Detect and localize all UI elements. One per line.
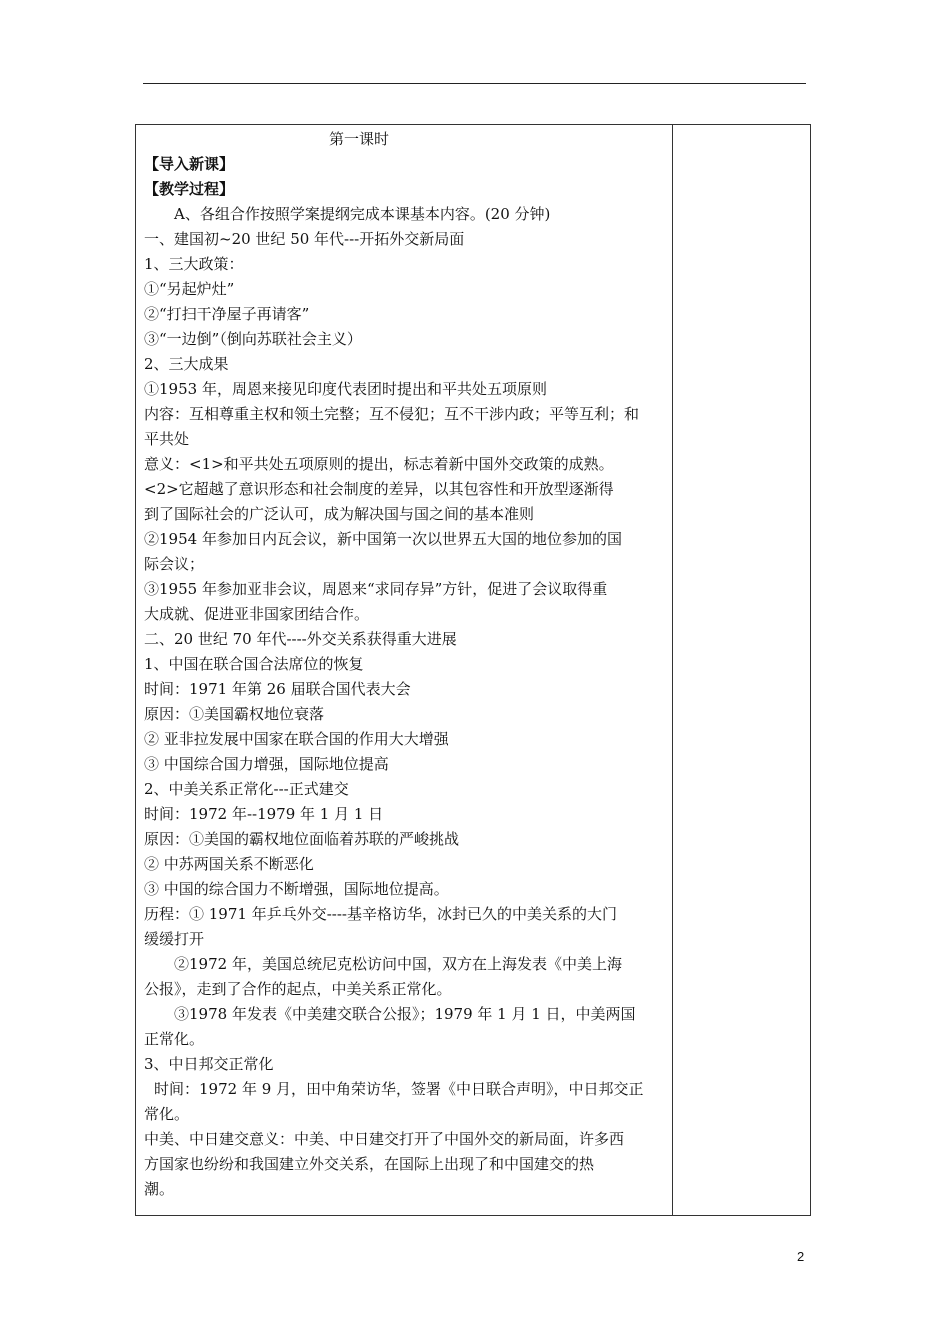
page-number: 2 xyxy=(797,1249,805,1264)
content-line: 大成就、促进亚非国家团结合作。 xyxy=(144,605,370,623)
content-line: 际会议； xyxy=(144,555,205,573)
lesson-table xyxy=(135,124,811,1216)
content-line: 内容：互相尊重主权和领土完整；互不侵犯；互不干涉内政；平等互利；和 xyxy=(144,405,640,423)
content-line: 常化。 xyxy=(144,1105,190,1123)
content-line: 1、中国在联合国合法席位的恢复 xyxy=(144,655,364,673)
content-line: 二、20 世纪 70 年代----外交关系获得重大进展 xyxy=(144,630,457,648)
content-line: 到了国际社会的广泛认可，成为解决国与国之间的基本准则 xyxy=(144,505,535,523)
content-line: 原因：①美国的霸权地位面临着苏联的严峻挑战 xyxy=(144,830,460,848)
lesson-content-cell xyxy=(144,127,668,1202)
content-line: 2、中美关系正常化---正式建交 xyxy=(144,780,349,798)
content-line: 时间：1972 年--1979 年 1 月 1 日 xyxy=(144,805,384,823)
content-line: 历程：① 1971 年乒乓外交----基辛格访华，冰封已久的中美关系的大门 xyxy=(144,905,617,923)
content-line: ③“一边倒”（倒向苏联社会主义） xyxy=(144,330,362,348)
content-line: ③ 中国的综合国力不断增强，国际地位提高。 xyxy=(144,880,449,898)
content-line: ②1972 年，美国总统尼克松访问中国，双方在上海发表《中美上海 xyxy=(174,955,622,973)
content-line: 中美、中日建交意义：中美、中日建交打开了中国外交的新局面，许多西 xyxy=(144,1130,625,1148)
content-line: ①“另起炉灶” xyxy=(144,280,235,298)
content-line: ①1953 年，周恩来接见印度代表团时提出和平共处五项原则 xyxy=(144,380,547,398)
content-line: 2、三大成果 xyxy=(144,355,229,373)
content-line: 3、中日邦交正常化 xyxy=(144,1055,274,1073)
content-line: 公报》，走到了合作的起点，中美关系正常化。 xyxy=(144,980,452,998)
content-line: A、各组合作按照学案提纲完成本课基本内容。(20 分钟) xyxy=(174,205,551,223)
content-line: ② 亚非拉发展中国家在联合国的作用大大增强 xyxy=(144,730,449,748)
content-line: ②“打扫干净屋子再请客” xyxy=(144,305,310,323)
content-line: 时间：1971 年第 26 届联合国代表大会 xyxy=(144,680,411,698)
content-line: 一、建国初~20 世纪 50 年代---开拓外交新局面 xyxy=(144,230,465,248)
content-line: 意义：<1>和平共处五项原则的提出，标志着新中国外交政策的成熟。 xyxy=(144,455,614,473)
content-line: ②1954 年参加日内瓦会议，新中国第一次以世界五大国的地位参加的国 xyxy=(144,530,622,548)
heading-process: 【教学过程】 xyxy=(144,180,235,198)
content-line: 正常化。 xyxy=(144,1030,205,1048)
heading-intro: 【导入新课】 xyxy=(144,155,235,173)
header-rule xyxy=(143,83,806,84)
content-line: 1、三大政策： xyxy=(144,255,244,273)
content-line: ③1955 年参加亚非会议，周恩来“求同存异”方针，促进了会议取得重 xyxy=(144,580,608,598)
content-line: 缓缓打开 xyxy=(144,930,205,948)
content-line: <2>它超越了意识形态和社会制度的差异，以其包容性和开放型逐渐得 xyxy=(144,480,614,498)
content-line: 方国家也纷纷和我国建立外交关系，在国际上出现了和中国建交的热 xyxy=(144,1155,595,1173)
notes-cell xyxy=(673,125,810,1215)
content-line: ② 中苏两国关系不断恶化 xyxy=(144,855,314,873)
session-title: 第一课时 xyxy=(329,130,390,148)
content-line: 平共处 xyxy=(144,430,190,448)
content-line: 时间：1972 年 9 月，田中角荣访华，签署《中日联合声明》，中日邦交正 xyxy=(154,1080,644,1098)
content-line: 潮。 xyxy=(144,1180,175,1198)
content-line: ③1978 年发表《中美建交联合公报》；1979 年 1 月 1 日，中美两国 xyxy=(174,1005,636,1023)
content-line: 原因：①美国霸权地位衰落 xyxy=(144,705,325,723)
content-line: ③ 中国综合国力增强，国际地位提高 xyxy=(144,755,389,773)
